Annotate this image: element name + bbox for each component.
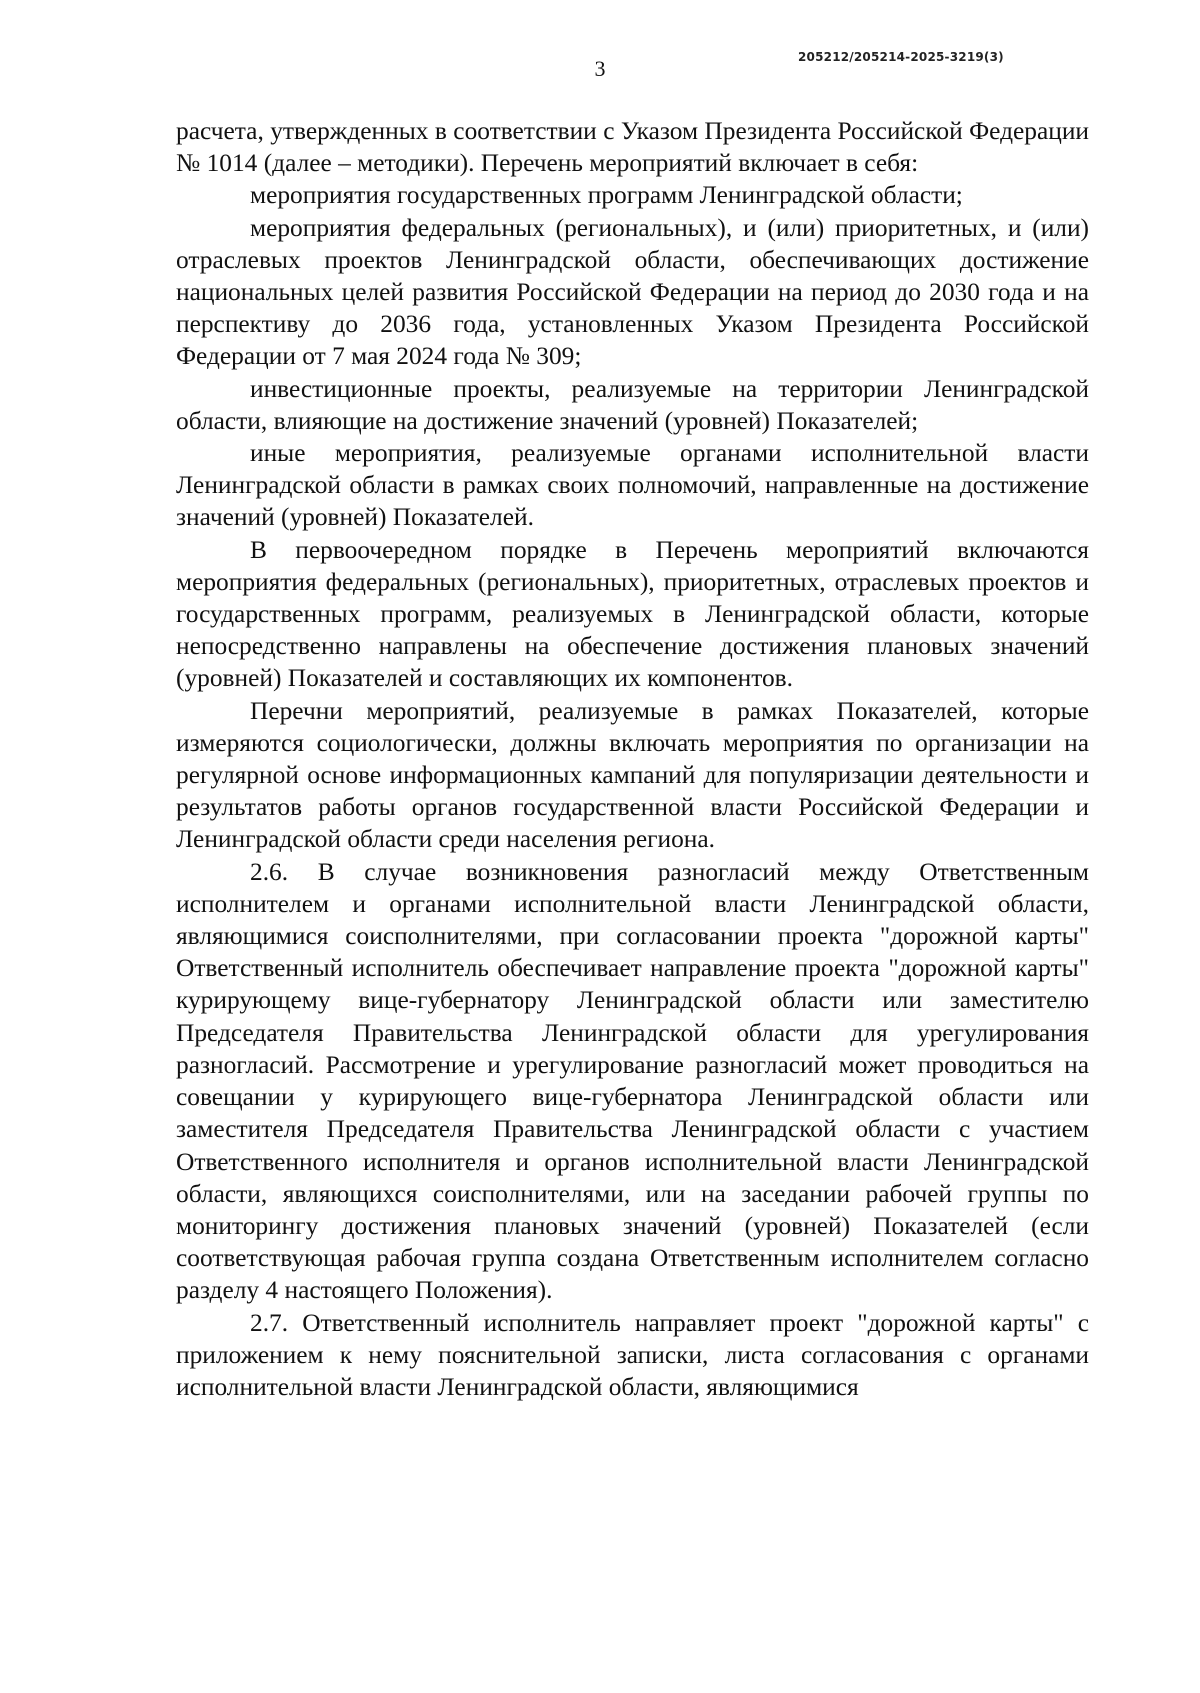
- page-number: 3: [594, 56, 606, 81]
- paragraph-priority-order: В первоочередном порядке в Перечень мероприятий включаются мероприятия федеральных (региональных), приоритетных, отраслевых проектов и государственных программ, реализуемых в Ленинградской области, которые непосредственно направлены на обеспечение достижения плановых значений (уровней) Показателей и составляющих их компонентов.: [176, 535, 1089, 693]
- paragraph-section-2-7: 2.7. Ответственный исполнитель направляет проект "дорожной карты" с приложением к нему пояснительной записки, листа согласования с органами исполнительной власти Ленинградской области, являющимися: [176, 1308, 1089, 1401]
- document-body: [176, 115, 1089, 1403]
- paragraph-list-item-state-programs: мероприятия государственных программ Ленинградской области;: [250, 181, 963, 210]
- paragraph-list-item-other-measures: иные мероприятия, реализуемые органами исполнительной власти Ленинградской области в рамках своих полномочий, направленные на достижение значений (уровней) Показателей.: [176, 439, 1089, 532]
- paragraph-list-item-federal-projects: мероприятия федеральных (региональных), и (или) приоритетных, и (или) отраслевых проектов Ленинградской области, обеспечивающих достижение национальных целей развития Российской Федерации на период до 2030 года и на перспективу до 2036 года, установленных Указом Президента Российской Федерации от 7 мая 2024 года № 309;: [176, 213, 1089, 371]
- paragraph-continuation: расчета, утвержденных в соответствии с Указом Президента Российской Федерации № 1014 (далее – методики). Перечень мероприятий включает в себя:: [176, 117, 1089, 178]
- paragraph-section-2-6: 2.6. В случае возникновения разногласий между Ответственным исполнителем и органами исполнительной власти Ленинградской области, являющимися соисполнителями, при согласовании проекта "дорожной карты" Ответственный исполнитель обеспечивает направление проекта "дорожной карты" курирующему вице-губернатору Ленинградской области или заместителю Председателя Правительства Ленинградской области для урегулирования разногласий. Рассмотрение и урегулирование разногласий может проводиться на совещании у курирующего вице-губернатора Ленинградской области или заместителя Председателя Правительства Ленинградской области с участием Ответственного исполнителя и органов исполнительной власти Ленинградской области, являющихся соисполнителями, или на заседании рабочей группы по мониторингу достижения плановых значений (уровней) Показателей (если соответствующая рабочая группа создана Ответственным исполнителем согласно разделу 4 настоящего Положения).: [176, 857, 1089, 1305]
- paragraph-sociological-indicators: Перечни мероприятий, реализуемые в рамках Показателей, которые измеряются социологически, должны включать мероприятия по организации на регулярной основе информационных кампаний для популяризации деятельности и результатов работы органов государственной власти Российской Федерации и Ленинградской области среди населения региона.: [176, 696, 1089, 854]
- paragraph-list-item-investment-projects: инвестиционные проекты, реализуемые на территории Ленинградской области, влияющие на достижение значений (уровней) Показателей;: [176, 374, 1089, 435]
- document-id: 205212/205214-2025-3219(3): [798, 50, 1004, 64]
